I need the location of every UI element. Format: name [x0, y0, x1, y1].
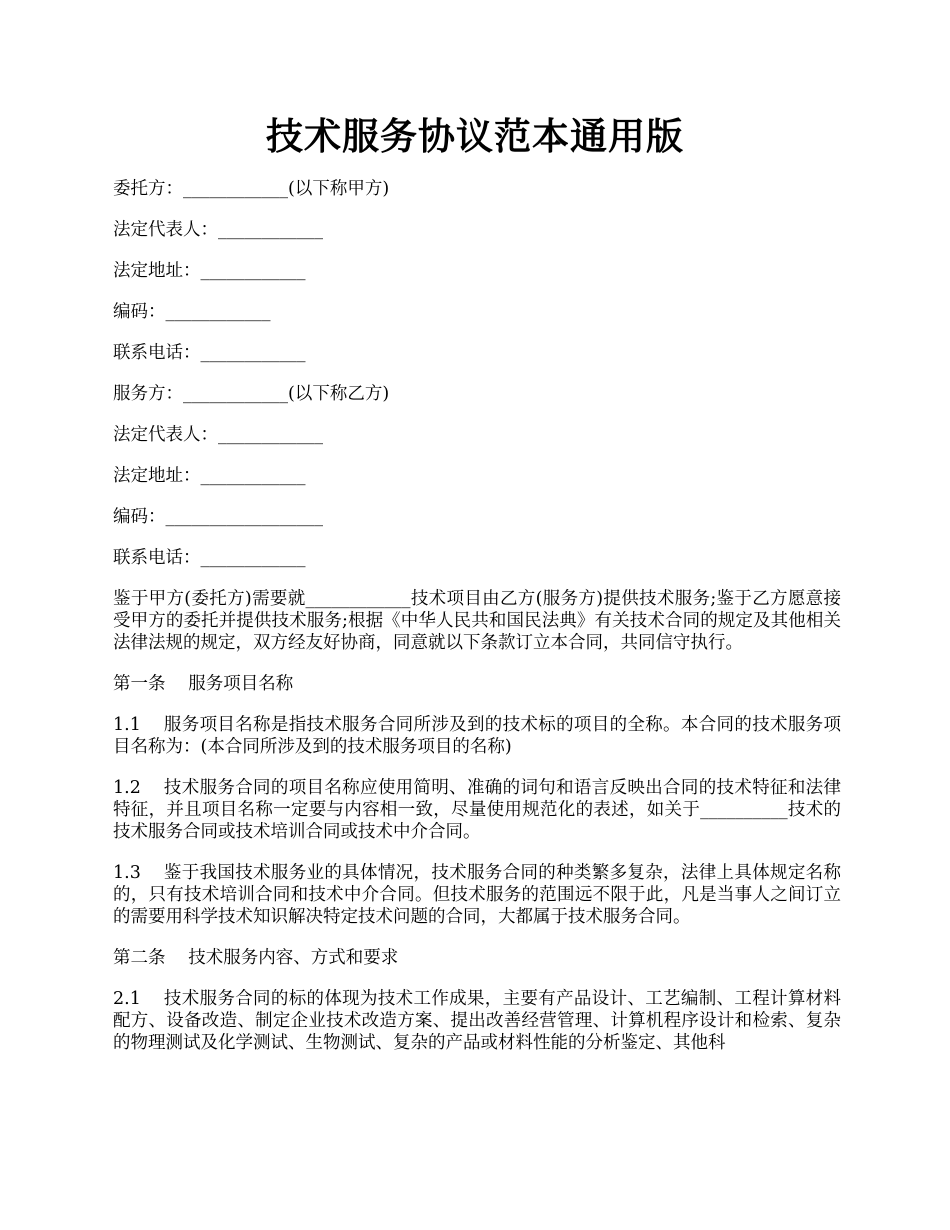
clause-text: 技术服务合同的项目名称应使用简明、准确的词句和语言反映出合同的技术特征和法律特征，并且项目名称一定要与内容相一致，尽量使用规范化的表述，如关于__________技术的技术服务合同或技术培训合同或技术中介合同。 — [113, 778, 841, 842]
field-line: 法定代表人：____________ — [113, 425, 323, 445]
field-line: 联系电话：____________ — [113, 343, 306, 363]
clause-text: 服务项目名称是指技术服务合同所涉及到的技术标的项目的全称。本合同的技术服务项目名称为：(本合同所涉及到的技术服务项目的名称) — [113, 715, 841, 757]
section-number: 第二条 — [113, 948, 166, 968]
section-heading — [113, 673, 841, 695]
section-number: 第一条 — [113, 674, 166, 694]
clause-number: 1.2 — [113, 778, 141, 798]
field-line: 法定地址：____________ — [113, 466, 306, 486]
preamble-paragraph: 鉴于甲方(委托方)需要就____________技术项目由乙方(服务方)提供技术服务;鉴于乙方愿意接受甲方的委托并提供技术服务;根据《中华人民共和国民法典》有关技术合同的规定及其他相关法律法规的规定，双方经友好协商，同意就以下条款订立本合同，共同信守执行。 — [113, 589, 841, 653]
clause-text: 鉴于我国技术服务业的具体情况，技术服务合同的种类繁多复杂，法律上具体规定名称的，只有技术培训合同和技术中介合同。但技术服务的范围远不限于此，凡是当事人之间订立的需要用科学技术知识解决特定技术问题的合同，大都属于技术服务合同。 — [113, 863, 841, 927]
field-line: 编码：____________ — [113, 302, 271, 322]
clause-paragraph — [113, 714, 841, 758]
section-title: 技术服务内容、方式和要求 — [188, 948, 399, 968]
field-line: 法定地址：____________ — [113, 261, 306, 281]
section-heading — [113, 947, 841, 969]
field-line: 编码：__________________ — [113, 507, 323, 527]
document-body — [113, 178, 841, 1073]
clause-number: 1.3 — [113, 863, 141, 883]
field-line: 联系电话：____________ — [113, 548, 306, 568]
clause-number: 1.1 — [113, 715, 141, 735]
field-line: 委托方：____________(以下称甲方) — [113, 179, 390, 199]
clause-paragraph — [113, 988, 841, 1054]
field-line: 法定代表人：____________ — [113, 220, 323, 240]
clause-text: 技术服务合同的标的体现为技术工作成果，主要有产品设计、工艺编制、工程计算材料配方、设备改造、制定企业技术改造方案、提出改善经营管理、计算机程序设计和检索、复杂的物理测试及化学测试、生物测试、复杂的产品或材料性能的分析鉴定、其他科 — [113, 989, 841, 1053]
section-title: 服务项目名称 — [188, 674, 294, 694]
clause-paragraph — [113, 777, 841, 843]
clause-paragraph — [113, 862, 841, 928]
clause-number: 2.1 — [113, 989, 141, 1009]
field-line: 服务方：____________(以下称乙方) — [113, 384, 390, 404]
document-title: 技术服务协议范本通用版 — [266, 114, 684, 158]
